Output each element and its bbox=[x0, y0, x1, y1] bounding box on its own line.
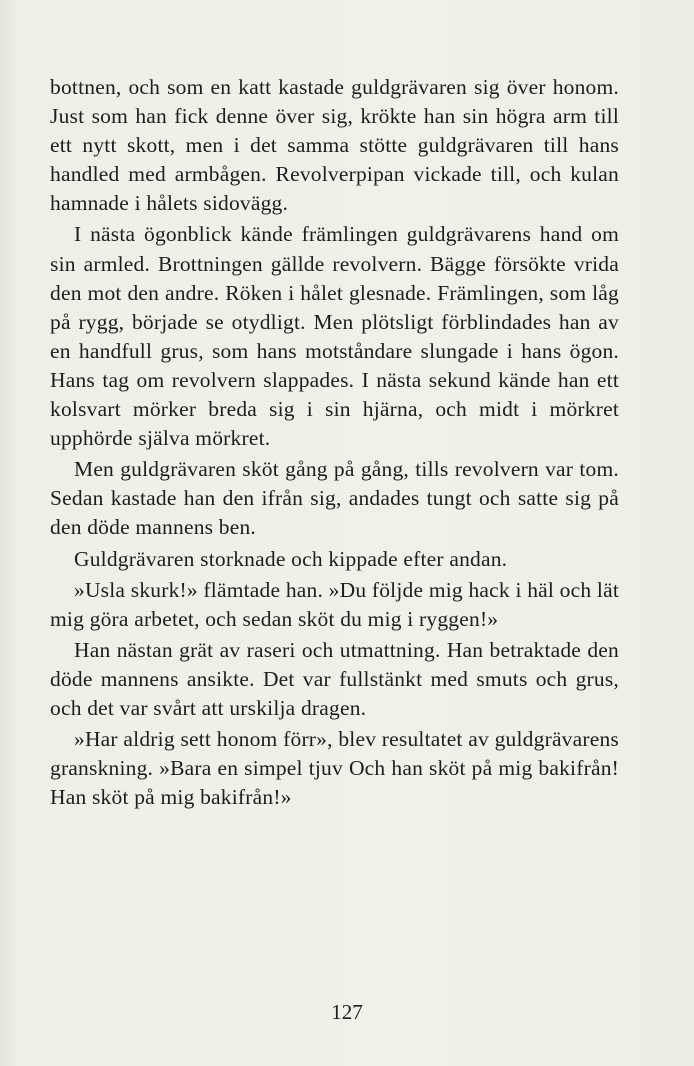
paragraph-4: Guldgrävaren storknade och kippade efter andan. bbox=[74, 546, 508, 571]
paragraph-3: Men guldgrävaren sköt gång på gång, tills revolvern var tom. Sedan kastade han den ifrån sig, andades tungt och satte sig på den döde mannens ben. bbox=[50, 457, 619, 540]
paragraph-5: »Usla skurk!» flämtade han. »Du följde mig hack i häl och lät mig göra arbetet, och sedan sköt du mig i ryggen!» bbox=[50, 577, 619, 631]
paragraph-7: »Har aldrig sett honom förr», blev resultatet av guldgrävarens granskning. »Bara en simpel tjuv Och han sköt på mig bakifrån! Han sköt på mig bakifrån!» bbox=[50, 727, 619, 810]
paragraph-1: bottnen, och som en katt kastade guldgrävaren sig över honom. Just som han fick denne över sig, krökte han sin högra arm till ett nytt skott, men i det samma stötte guldgrävaren till hans handled med armbågen. Revolverpipan vickade till, och kulan hamnade i hålets sidovägg. bbox=[50, 75, 619, 216]
paragraph-6: Han nästan grät av raseri och utmattning. Han betraktade den döde mannens ansikte. Det var fullstänkt med smuts och grus, och det var svårt att urskilja dragen. bbox=[50, 637, 619, 720]
paragraph-2: I nästa ögonblick kände främlingen guldgrävarens hand om sin armled. Brottningen gällde revolvern. Bägge försökte vrida den mot den andre. Röken i hålet glesnade. Främlingen, som låg på rygg, började se otydligt. Men plötsligt förblindades han av en handfull grus, som hans motståndare slungade i hans ögon. Hans tag om revolvern slappades. I nästa sekund kände han ett kolsvart mörker breda sig i sin hjärna, och midt i mörkret upphörde själva mörkret. bbox=[50, 222, 619, 451]
body-text bbox=[50, 73, 619, 812]
page-number: 127 bbox=[331, 1000, 363, 1024]
